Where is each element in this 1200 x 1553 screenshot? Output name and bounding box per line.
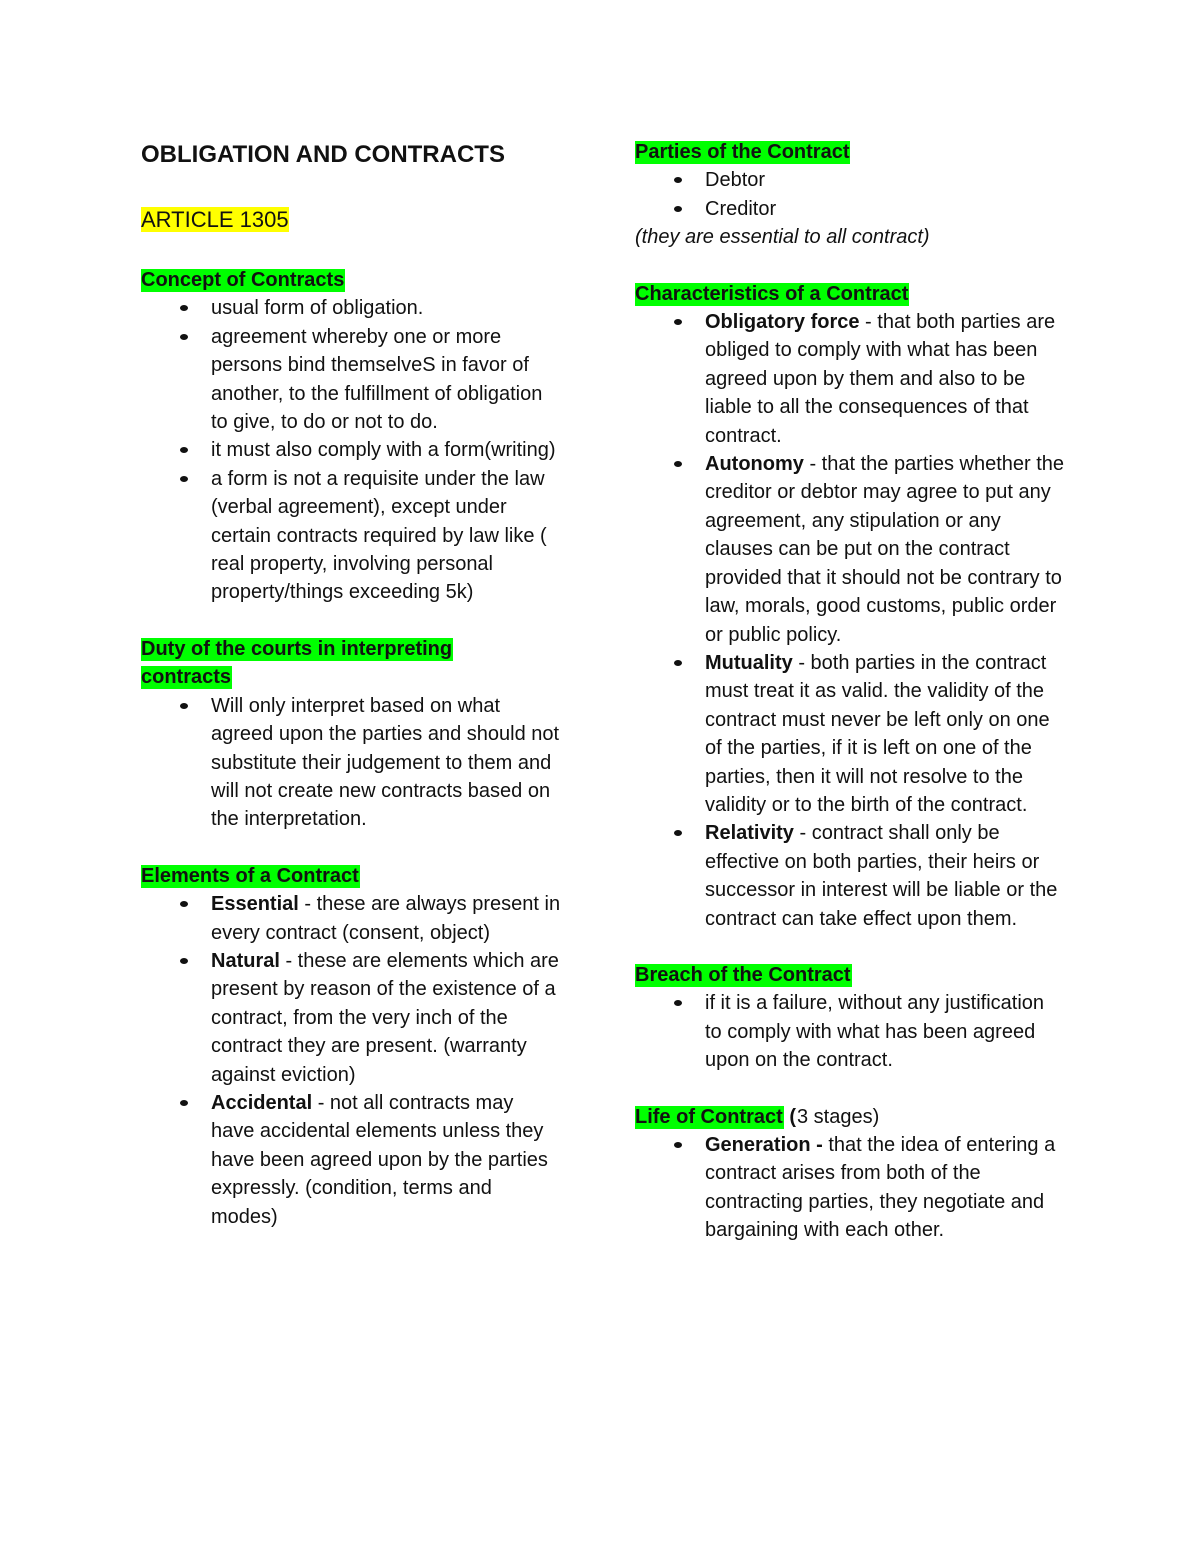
concept-heading: Concept of Contracts — [141, 269, 345, 291]
elements-list — [141, 890, 561, 1231]
list-item-text: it must also comply with a form(writing) — [211, 439, 556, 462]
bullet-icon — [674, 177, 682, 183]
list-item — [635, 450, 1065, 649]
list-item-text: usual form of obligation. — [211, 297, 424, 320]
bullet-icon — [674, 1142, 682, 1148]
life-list — [635, 1131, 1065, 1245]
list-item — [141, 890, 561, 947]
parties-list — [635, 166, 1065, 223]
list-item — [635, 1131, 1065, 1245]
bullet-icon — [674, 660, 682, 666]
list-item — [141, 947, 561, 1089]
parties-note: (they are essential to all contract) — [635, 226, 930, 249]
list-item — [141, 294, 561, 322]
list-item — [635, 649, 1065, 819]
term: Accidental — [211, 1091, 313, 1114]
life-heading-stages: 3 stages) — [797, 1105, 880, 1128]
term: Generation - — [705, 1134, 823, 1156]
definition: - both parties in the contract must treat it as valid. the validity of the contract must never be left only on one of the parties, if it is left on one of the parties, then it will not resolve to the validity or to the birth of the contract. — [705, 651, 1050, 816]
list-item — [635, 308, 1065, 450]
duty-list — [141, 692, 561, 834]
bullet-icon — [180, 305, 188, 311]
breach-heading: Breach of the Contract — [635, 963, 851, 986]
bullet-icon — [674, 830, 682, 836]
bullet-icon — [674, 206, 682, 212]
definition: - these are always present in every contract (consent, object) — [211, 893, 561, 944]
list-item-text: Will only interpret based on what agreed upon the parties and should not substitute their judgement to them and will not create new contracts based on the interpretation. — [211, 694, 560, 831]
list-item — [635, 819, 1065, 933]
term: Relativity — [705, 822, 794, 845]
bullet-icon — [180, 703, 188, 709]
list-item — [635, 166, 1065, 194]
duty-heading-line1: Duty of the courts in interpreting — [141, 637, 453, 660]
characteristics-heading: Characteristics of a Contract — [635, 282, 909, 305]
term: Obligatory force — [705, 311, 860, 334]
section-heading — [141, 862, 561, 890]
section-concept — [141, 266, 561, 607]
definition: - that both parties are obliged to comply with what has been agreed upon by them and also to be liable to all the consequences of that contract. — [705, 311, 1056, 447]
bullet-icon — [180, 901, 188, 907]
section-elements — [141, 862, 561, 1231]
bullet-icon — [674, 461, 682, 467]
list-item — [141, 323, 561, 437]
section-parties — [635, 138, 1065, 252]
section-duty — [141, 635, 561, 834]
section-heading — [635, 961, 1065, 989]
term: Mutuality — [705, 651, 793, 674]
left-column — [141, 138, 561, 1231]
article-label: ARTICLE 1305 — [141, 207, 289, 232]
life-heading: Life of Contract — [635, 1105, 783, 1128]
section-heading — [141, 266, 561, 294]
life-heading-paren: ( — [783, 1105, 796, 1128]
term: Autonomy — [705, 453, 804, 476]
characteristics-list — [635, 308, 1065, 933]
bullet-icon — [180, 1100, 188, 1106]
list-item — [635, 989, 1065, 1074]
list-item — [141, 465, 561, 607]
article-heading — [141, 204, 561, 236]
term: Natural — [211, 949, 280, 972]
elements-heading: Elements of a Contract — [141, 864, 359, 887]
section-heading — [141, 635, 561, 692]
bullet-icon — [674, 319, 682, 325]
list-item-text: Debtor — [705, 169, 766, 192]
section-characteristics — [635, 280, 1065, 933]
bullet-icon — [180, 958, 188, 964]
list-item — [635, 195, 1065, 223]
term: Essential — [211, 893, 299, 916]
section-heading — [635, 138, 1065, 166]
bullet-icon — [180, 334, 188, 340]
section-breach — [635, 961, 1065, 1075]
section-heading — [635, 1103, 1065, 1131]
definition: - that the parties whether the creditor or debtor may agree to put any agreement, any stipulation or any clauses can be put on the contract provided that it should not be contrary to law, morals, good customs, public order or public policy. — [705, 453, 1065, 646]
list-item-text: a form is not a requisite under the law (verbal agreement), except under certain contracts required by law like ( real property, involving personal property/things exceeding 5k) — [211, 467, 547, 604]
document-title: OBLIGATION AND CONTRACTS — [141, 141, 505, 168]
section-life — [635, 1103, 1065, 1245]
list-item-text: agreement whereby one or more persons bind themselveS in favor of another, to the fulfillment of obligation to give, to do or not to do. — [211, 325, 543, 434]
list-item — [141, 436, 561, 464]
list-item-text: if it is a failure, without any justification to comply with what has been agreed upon on the contract. — [705, 992, 1045, 1072]
bullet-icon — [674, 1000, 682, 1006]
duty-heading-line2: contracts — [141, 666, 232, 689]
bullet-icon — [180, 447, 188, 453]
right-column — [635, 138, 1065, 1245]
list-item-text: Creditor — [705, 197, 777, 220]
definition: - contract shall only be effective on both parties, their heirs or successor in interest will be liable or the contract can take effect upon them. — [705, 822, 1058, 930]
bullet-icon — [180, 476, 188, 482]
definition: - not all contracts may have accidental elements unless they have been agreed upon by the parties expressly. (condition, terms and modes) — [211, 1091, 548, 1228]
definition: that the idea of entering a contract arises from both of the contracting parties, they negotiate and bargaining with each other. — [705, 1134, 1056, 1242]
concept-list — [141, 294, 561, 606]
list-item — [141, 1089, 561, 1231]
section-heading — [635, 280, 1065, 308]
breach-list — [635, 989, 1065, 1074]
definition: - these are elements which are present by reason of the existence of a contract, from the very inch of the contract they are present. (warranty against eviction) — [211, 949, 559, 1086]
list-item — [141, 692, 561, 834]
parties-heading: Parties of the Contract — [635, 141, 850, 163]
